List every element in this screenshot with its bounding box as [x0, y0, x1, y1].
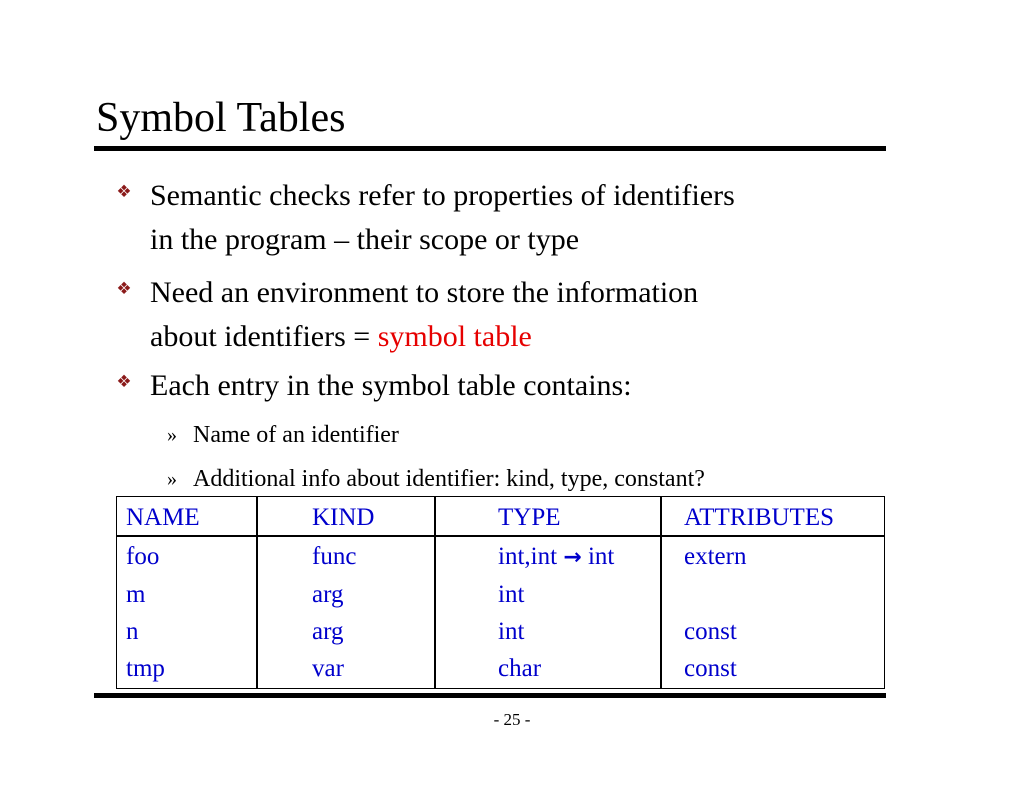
cell-name: tmp — [126, 655, 165, 682]
symbol-table — [116, 496, 885, 689]
bullet-text-line: in the program – their scope or type — [150, 223, 580, 256]
cell-name: m — [126, 581, 146, 608]
header-divider — [117, 535, 884, 537]
column-header-attributes: ATTRIBUTES — [684, 504, 834, 531]
bullet-text-line: Semantic checks refer to properties of identifiers — [150, 179, 735, 212]
column-divider — [660, 497, 662, 688]
cell-attributes: extern — [684, 543, 747, 570]
cell-attributes: const — [684, 618, 737, 645]
right-arrow-icon: → — [563, 545, 582, 570]
symbol-table-highlight: symbol table — [377, 320, 532, 353]
cell-kind: func — [312, 543, 357, 570]
sub-bullet-text: Additional info about identifier: kind, type, constant? — [193, 466, 705, 492]
column-divider — [434, 497, 436, 688]
cell-name: foo — [126, 543, 160, 570]
cell-kind: var — [312, 655, 344, 682]
bullet-text-prefix: about identifiers = — [150, 320, 378, 353]
cell-type — [498, 542, 614, 573]
sub-bullet-text: Name of an identifier — [193, 422, 399, 448]
type-return: int — [587, 543, 615, 570]
cell-kind: arg — [312, 618, 344, 645]
slide-title: Symbol Tables — [96, 95, 346, 141]
column-header-kind: KIND — [312, 504, 375, 531]
cell-attributes: const — [684, 655, 737, 682]
cell-kind: arg — [312, 581, 344, 608]
bullet-text-line — [150, 315, 870, 359]
sub-bullet-marker: » — [167, 468, 177, 490]
sub-bullet-marker: » — [167, 424, 177, 446]
bullet-text-line: Each entry in the symbol table contains: — [150, 369, 632, 402]
diamond-bullet-icon: ❖ — [116, 279, 132, 299]
column-divider — [256, 497, 258, 688]
cell-type: int — [498, 618, 525, 645]
diamond-bullet-icon: ❖ — [116, 372, 132, 392]
footer-rule — [94, 693, 886, 698]
type-params: int,int — [498, 543, 558, 570]
cell-type: int — [498, 581, 525, 608]
diamond-bullet-icon: ❖ — [116, 182, 132, 202]
cell-type: char — [498, 655, 542, 682]
column-header-name: NAME — [126, 504, 200, 531]
cell-name: n — [126, 618, 139, 645]
bullet-text-line: Need an environment to store the information — [150, 276, 699, 309]
page-number: - 25 - — [493, 710, 531, 729]
column-header-type: TYPE — [498, 504, 561, 531]
